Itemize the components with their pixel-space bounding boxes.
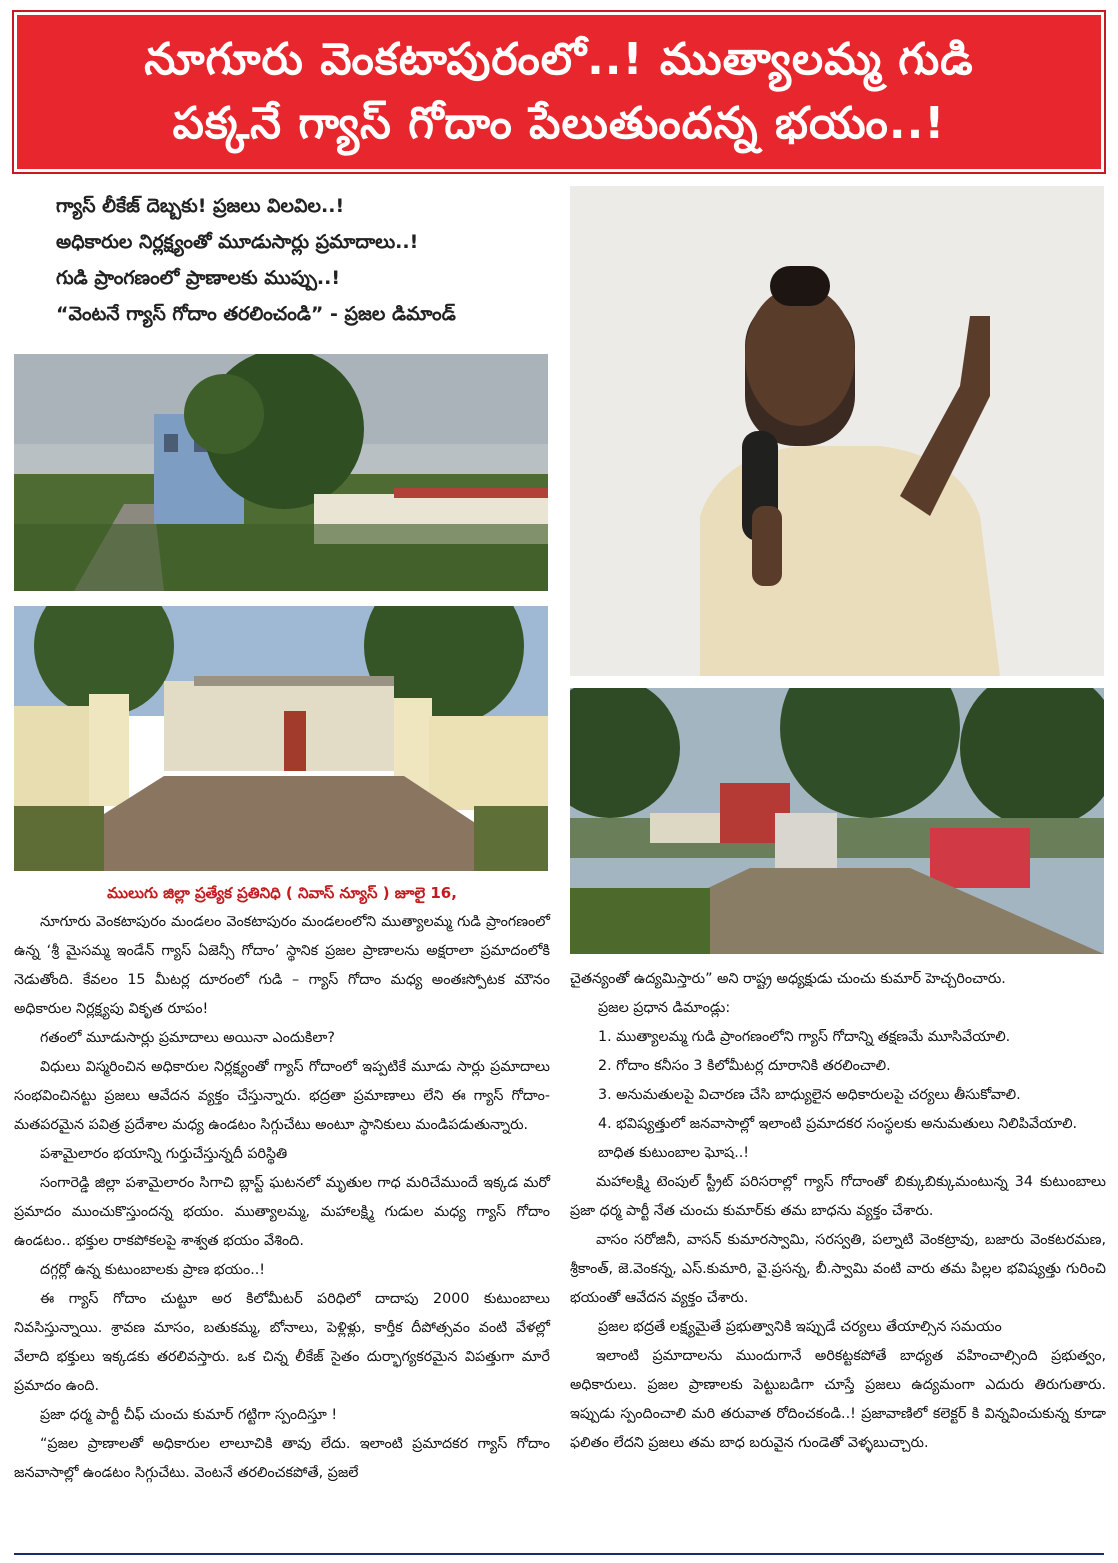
article-paragraph: వాసం సరోజినీ, వాసన్ కుమారస్వామి, సరస్వతి, పల్నాటి వెంకట్రావు, బజారు వెంకటరమణ, శ్రీకాంత్, జె.వెంకన్న, ఎస్.కుమారి, వై.ప్రసన్న, బీ.స్వామి వంటి వారు తమ పిల్లల భవిష్యత్తు గురించి భయంతో ఆవేదన వ్యక్తం చేశారు. [570, 1232, 1106, 1306]
headline-line-1: నూగూరు వెంకటాపురంలో..! ముత్యాలమ్మ గుడి [144, 34, 974, 85]
subheadline: “వెంటనే గ్యాస్ గోదాం తరలించండి” - ప్రజల డిమాండ్ [56, 303, 456, 325]
headline-line-2: పక్కనే గ్యాస్ గోదాం పేలుతుందన్న భయం..! [172, 98, 946, 149]
demand-item: 4. భవిష్యత్తులో జనవాసాల్లో ఇలాంటి ప్రమాదకర సంస్థలకు అనుమతులు నిలిపివేయాలి. [598, 1116, 1078, 1132]
demand-item: 3. అనుమతులపై విచారణ చేసి బాధ్యులైన అధికారులపై చర్యలు తీసుకోవాలి. [598, 1087, 1021, 1103]
photo-village-road [14, 354, 548, 591]
article-paragraph: ఈ గ్యాస్ గోదాం చుట్టూ అర కిలోమీటర్ పరిధిలో దాదాపు 2000 కుటుంబాలు నివసిస్తున్నాయి. శ్రావణ మాసం, బతుకమ్మ, బోనాలు, పెళ్లిళ్లు, కార్తీక దీపోత్సవం వంటి వేళల్లో వేలాది భక్తులు ఇక్కడకు తరలివస్తారు. ఒక చిన్న లీకేజ్ సైతం దుర్భాగ్యకరమైన విపత్తుగా మారే ప్రమాదం ఉంది. [14, 1291, 550, 1394]
subheadline: గ్యాస్ లీకేజ్ దెబ్బకు! ప్రజలు విలవిల..! [56, 195, 345, 217]
photo-godown-gate [14, 606, 548, 871]
article-right-column [570, 965, 1106, 1458]
bottom-rule [14, 1553, 1104, 1555]
article-left-column [14, 880, 550, 1488]
section-heading: దగ్గర్లో ఉన్న కుటుంబాలకు ప్రాణ భయం..! [40, 1262, 266, 1278]
subheadlines [56, 188, 556, 332]
headline-banner [14, 12, 1104, 172]
article-paragraph: “ప్రజల ప్రాణాలతో అధికారుల లాలూచికి తావు లేదు. ఇలాంటి ప్రమాదకర గ్యాస్ గోదాం జనవాసాల్లో ఉండటం సిగ్గుచేటు. వెంటనే తరలించకపోతే, ప్రజలే [14, 1436, 550, 1481]
section-heading: గతంలో మూడుసార్లు ప్రమాదాలు అయినా ఎందుకిలా? [40, 1030, 335, 1046]
article-paragraph: విధులు విస్మరించిన అధికారుల నిర్లక్ష్యంతో గ్యాస్ గోదాంలో ఇప్పటికే మూడు సార్లు ప్రమాదాలు సంభవించినట్టు ప్రజలు ఆవేదన వ్యక్తం చేస్తున్నారు. భద్రతా ప్రమాణాలు లేని ఈ గ్యాస్ గోదాం- మతపరమైన పవిత్ర ప్రదేశాల మధ్య ఉండటం సిగ్గుచేటు అంటూ స్థానికులు మండిపడుతున్నారు. [14, 1059, 550, 1133]
section-heading: పశామైలారం భయాన్ని గుర్తుచేస్తున్నదీ పరిస్థితి [40, 1146, 288, 1162]
article-paragraph: నూగూరు వెంకటాపురం మండలం వెంకటాపురం మండలంలోని ముత్యాలమ్మ గుడి ప్రాంగణంలో ఉన్న ‘శ్రీ మైసమ్మ ఇండేన్ గ్యాస్ ఏజెన్సీ గోదాం’ స్థానిక ప్రజల ప్రాణాలను అక్షరాలా ప్రమాదంలోకి నెడుతోంది. కేవలం 15 మీటర్ల దూరంలో గుడి – గ్యాస్ గోదాం మధ్య అంతఃస్పోటక మౌనం అధికారుల నిర్లక్ష్యపు వికృత రూపం! [14, 914, 550, 1017]
dateline: ములుగు జిల్లా ప్రత్యేక ప్రతినిధి ( నివాస్ న్యూస్ ) జూలై 16, [107, 884, 457, 902]
article-paragraph: ఇలాంటి ప్రమాదాలను ముందుగానే అరికట్టకపోతే బాధ్యత వహించాల్సింది ప్రభుత్వం, అధికారులు. ప్రజల ప్రాణాలకు పెట్టుబడిగా చూస్తే ప్రజలు ఉద్యమంగా ఎదురు తిరుగుతారు. ఇప్పుడు స్పందించాలి మరి తరువాత రోదించకండి..! ప్రజావాణిలో కలెక్టర్ కి విన్నవించుకున్న కూడా ఫలితం లేదని ప్రజలు తమ బాధ బరువైన గుండెతో వెళ్ళబుచ్చారు. [570, 1348, 1106, 1451]
section-heading: ప్రజల భద్రతే లక్ష్యమైతే ప్రభుత్వానికి ఇప్పుడే చర్యలు తేయాల్సిన సమయం [598, 1319, 1002, 1335]
photo-speaker [570, 186, 1104, 676]
demand-item: 2. గోదాం కనీసం 3 కిలోమీటర్ల దూరానికి తరలించాలి. [598, 1058, 891, 1074]
section-heading: ప్రజా ధర్మ పార్టీ చీఫ్ చుంచు కుమార్ గట్టిగా స్పందిస్తూ ! [40, 1407, 338, 1423]
article-paragraph: మహాలక్ష్మి టెంపుల్ స్ట్రీట్ పరిసరాల్లో గ్యాస్ గోదాంతో బిక్కుబిక్కుమంటున్న 34 కుటుంబాలు ప్రజా ధర్మ పార్టీ నేత చుంచు కుమార్‌కు తమ బాధను వ్యక్తం చేశారు. [570, 1174, 1106, 1219]
section-heading: బాధిత కుటుంబాల ఘోష..! [598, 1145, 750, 1161]
demands-heading: ప్రజల ప్రధాన డిమాండ్లు: [598, 1000, 731, 1016]
subheadline: అధికారుల నిర్లక్ష్యంతో మూడుసార్లు ప్రమాదాలు..! [56, 231, 419, 253]
subheadline: గుడి ప్రాంగణంలో ప్రాణాలకు ముప్పు..! [56, 267, 341, 289]
article-paragraph: సంగారెడ్డి జిల్లా పశామైలారం సిగాచి బ్లాస్ట్ ఘటనలో మృతుల గాధ మరిచేముందే ఇక్కడ మరో ప్రమాదం ముంచుకొస్తుందన్న భయం. ముత్యాలమ్మ, మహాలక్ష్మి గుడుల మధ్య గ్యాస్ గోదాం ఉండటం.. భక్తుల రాకపోకలపై శాశ్వత భయం వేశింది. [14, 1175, 550, 1249]
demand-item: 1. ముత్యాలమ్మ గుడి ప్రాంగణంలోని గ్యాస్ గోదాన్ని తక్షణమే మూసివేయాలి. [598, 1029, 1011, 1045]
photo-trucks [570, 688, 1104, 954]
article-paragraph: చైతన్యంతో ఉద్యమిస్తారు” అని రాష్ట్ర అధ్యక్షుడు చుంచు కుమార్ హెచ్చరించారు. [570, 971, 1006, 987]
